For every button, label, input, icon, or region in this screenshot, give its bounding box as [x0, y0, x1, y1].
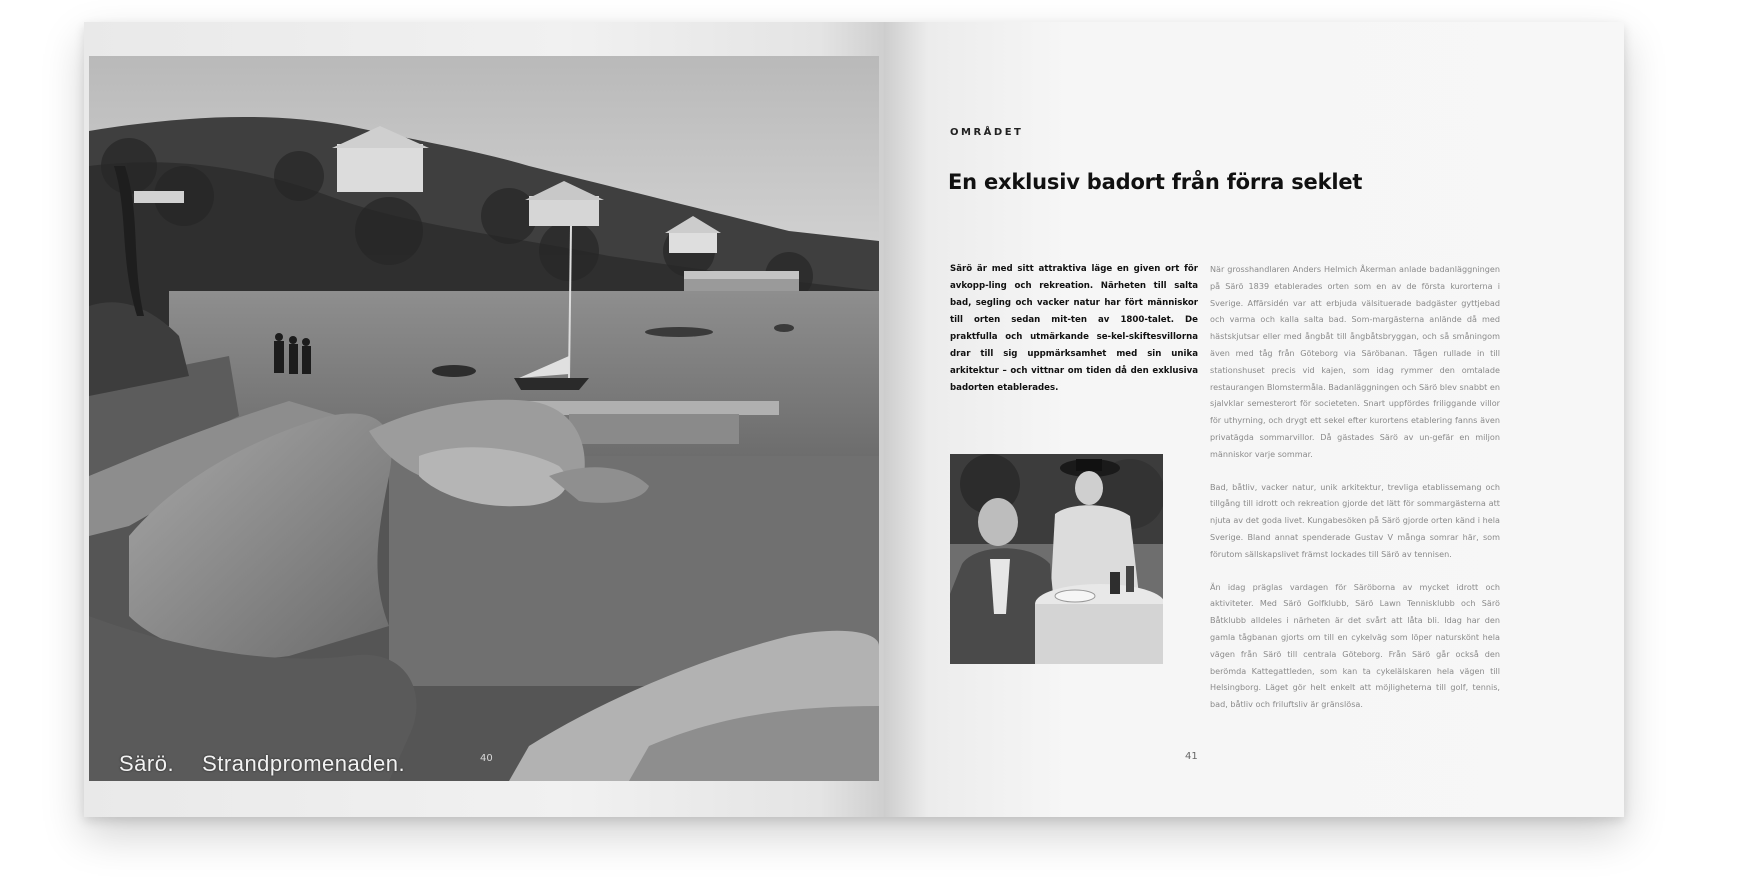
page-number-right: 41 — [1185, 751, 1198, 762]
photo-caption-place: Särö. — [119, 751, 175, 776]
section-label: OMRÅDET — [950, 127, 1024, 138]
body-text-column — [1210, 261, 1500, 729]
harbor-photo — [89, 56, 879, 781]
body-paragraph: När grosshandlaren Anders Helmich Åkerman anlade badanläggningen på Särö 1839 etablerades orten som en av de första kurorterna i Sverige. Affärsidén var att erbjuda välsituerade badgäster gyttjebad och varma och kalla salta bad. Som-margästerna anlände då med hästskjutsar eller med ångbåt till ångbåtsbryggan, och så småningom även med tåg från Göteborg via Säröbanan. Tågen rullade in till stationshuset precis vid kajen, som idag rymmer den omtalade restaurangen Blomstermåla. Badanläggningen och Särö blev snabbt en sjalvklar semesterort för societeten. Snart uppfördes friliggande villor för uthyrning, och drygt ett sekel efter kurortens etablering fanns även privatägda sommarvillor. Då gästades Särö av un-gefär en miljon människor varje sommar. — [1210, 264, 1500, 459]
body-paragraph: Bad, båtliv, vacker natur, unik arkitektur, trevliga etablissemang och tillgång till idrott och rekreation gjorde det lätt för sommargästerna att njuta av det goda livet. Kungabesöken på Särö gjorde orten känd i hela Sverige. Bland annat spenderade Gustav V många somrar här, som förutom sällskapslivet främst lockades till Särö av tennisen. — [1210, 481, 1500, 559]
body-paragraph: Än idag präglas vardagen för Säröborna av mycket idrott och aktiviteter. Med Särö Golfklubb, Särö Lawn Tennisklubb och Särö Båtklubb alldeles i närheten är det svårt att låta bli. Idag har den gamla tågbanan gjorts om till en cykelväg som löper naturskönt hela vägen från Särö till centrala Göteborg. Från Särö går också den berömda Kattegattleden, som kan ta cykelälskaren hela vägen till Helsingborg. Läget gör helt enkelt att möjligheterna till golf, tennis, bad, båtliv och friluftsliv är gränslösa. — [1210, 581, 1500, 710]
harbor-photo-illustration — [89, 56, 879, 781]
page-number-left: 40 — [480, 753, 493, 764]
inset-photo — [950, 454, 1163, 664]
intro-paragraph: Särö är med sitt attraktiva läge en given ort för avkopp-ling och rekreation. Närheten till salta bad, segling och vacker natur har fört människor till orten sedan mit-ten av 1800-talet. De praktfulla och utmärkande se-kel-skiftesvillorna drar till sig uppmärksamhet med sin unika arkitektur – och vittnar om tiden då den exklusiva badorten etablerades. — [950, 264, 1198, 393]
photo-caption — [119, 751, 405, 777]
page-headline: En exklusiv badort från förra seklet — [948, 170, 1363, 194]
inset-photo-illustration — [950, 454, 1163, 664]
photo-caption-title: Strandpromenaden. — [202, 751, 406, 776]
left-page — [84, 22, 884, 817]
